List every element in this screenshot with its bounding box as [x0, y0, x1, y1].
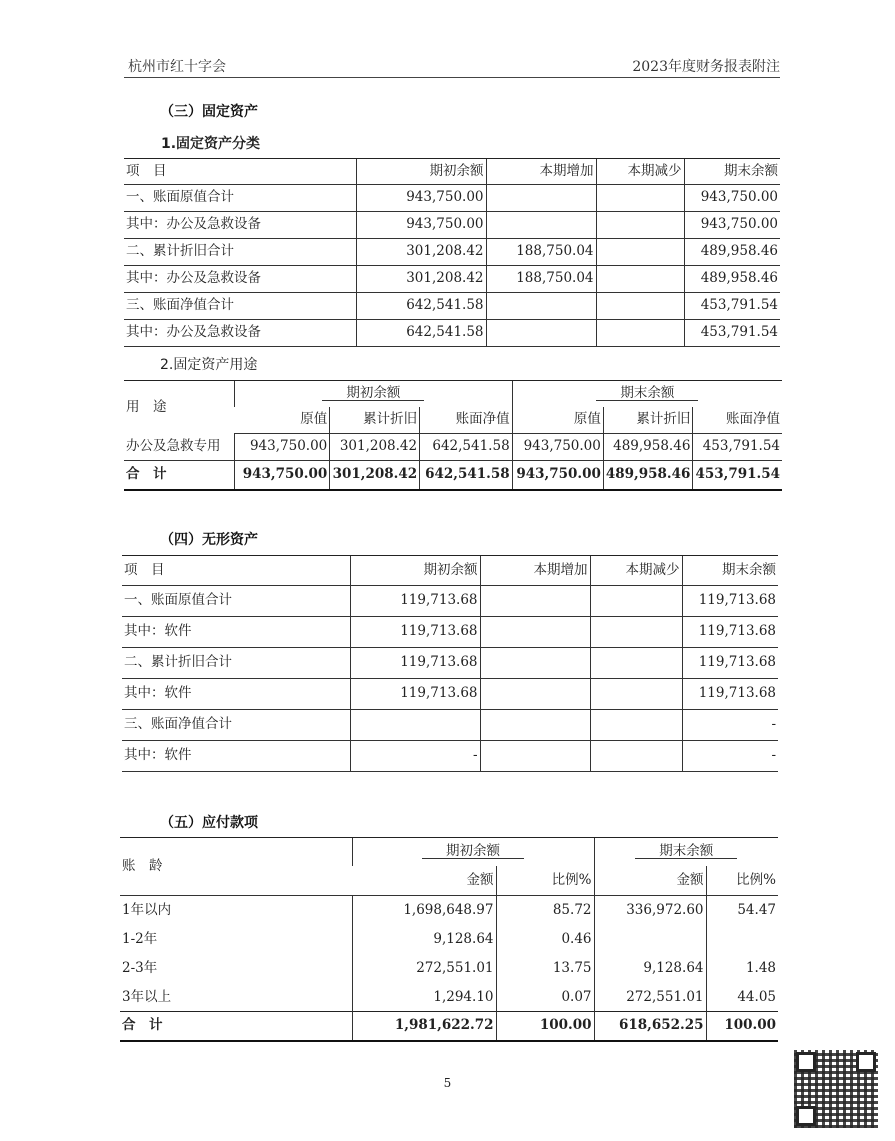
row-label: 三、账面净值合计	[122, 710, 350, 741]
table-header-row	[122, 556, 778, 586]
table-row	[124, 293, 780, 320]
decrease	[596, 185, 684, 212]
opening-balance	[350, 710, 480, 741]
header-cell: 累计折旧	[330, 407, 420, 434]
opening-balance: -	[350, 741, 480, 772]
increase	[486, 293, 596, 320]
row-label: 其中：办公及急救设备	[124, 266, 356, 293]
row-label: 一、账面原值合计	[122, 586, 350, 617]
decrease	[590, 679, 682, 710]
value-cell: 642,541.58	[420, 434, 513, 461]
header-cell: 累计折旧	[603, 407, 693, 434]
header-org: 杭州市红十字会	[128, 59, 226, 75]
row-label: 其中：软件	[122, 679, 350, 710]
table-header-row	[124, 159, 780, 185]
closing-balance: 119,713.68	[682, 679, 778, 710]
closing-balance: 453,791.54	[684, 320, 780, 347]
table-row	[120, 926, 778, 955]
total-value: 489,958.46	[603, 461, 693, 490]
opening-balance: 642,541.58	[356, 293, 486, 320]
decrease	[596, 212, 684, 239]
amount: 272,551.01	[594, 984, 706, 1012]
header-cell: 原值	[512, 407, 603, 434]
opening-balance: 301,208.42	[356, 239, 486, 266]
opening-balance: 119,713.68	[350, 586, 480, 617]
amount: 272,551.01	[352, 955, 496, 984]
increase	[480, 586, 590, 617]
row-label: 1年以内	[120, 896, 352, 926]
subsection-classification-title: 1.固定资产分类	[161, 136, 261, 152]
increase	[480, 679, 590, 710]
decrease	[596, 266, 684, 293]
closing-balance: 489,958.46	[684, 239, 780, 266]
header-cell: 本期减少	[590, 556, 682, 586]
header-cell: 比例%	[496, 866, 594, 896]
closing-balance: 453,791.54	[684, 293, 780, 320]
opening-balance: 119,713.68	[350, 617, 480, 648]
row-label: 办公及急救专用	[126, 438, 221, 454]
row-label: 其中：软件	[122, 741, 350, 772]
row-label: 其中：软件	[122, 617, 350, 648]
header-group-closing-label: 期末余额	[596, 387, 698, 402]
increase	[486, 185, 596, 212]
amount: 1,294.10	[352, 984, 496, 1012]
subsection-usage-title: 2.固定资产用途	[160, 357, 258, 373]
header-cell: 原值	[235, 407, 330, 434]
decrease	[590, 710, 682, 741]
value-cell: 943,750.00	[235, 434, 330, 461]
opening-balance: 943,750.00	[356, 212, 486, 239]
header-cell: 比例%	[706, 866, 778, 896]
total-ratio: 100.00	[706, 1012, 778, 1041]
table-row	[122, 741, 778, 772]
section-intangible-assets-title: （四）无形资产	[160, 532, 258, 548]
closing-balance: 119,713.68	[682, 617, 778, 648]
header-cell: 期末余额	[682, 556, 778, 586]
intangible-assets-table	[122, 555, 778, 772]
row-label: 一、账面原值合计	[124, 185, 356, 212]
row-label: 其中：办公及急救设备	[124, 212, 356, 239]
decrease	[590, 741, 682, 772]
total-value: 453,791.54	[693, 461, 782, 490]
row-label: 3年以上	[122, 988, 172, 1005]
ratio: 1.48	[706, 955, 778, 984]
amount	[594, 926, 706, 955]
ratio: 0.07	[496, 984, 594, 1012]
closing-balance: -	[682, 741, 778, 772]
fixed-asset-classification-table	[124, 158, 780, 347]
total-value: 301,208.42	[330, 461, 420, 490]
table-total-row	[124, 461, 782, 490]
header-doc-title: 2023年度财务报表附注	[632, 59, 780, 75]
header-cell: 项 目	[122, 556, 350, 586]
decrease	[590, 648, 682, 679]
increase	[480, 617, 590, 648]
closing-balance: 943,750.00	[684, 212, 780, 239]
page-number: 5	[443, 1076, 452, 1090]
table-group-header-row	[124, 381, 782, 407]
header-cell: 本期增加	[480, 556, 590, 586]
row-label: 1-2年	[122, 931, 158, 948]
header-group-opening-label: 期初余额	[322, 387, 424, 402]
header-cell-aging: 账 龄	[120, 838, 352, 896]
increase: 188,750.04	[486, 266, 596, 293]
value-cell: 943,750.00	[512, 434, 603, 461]
table-row	[124, 434, 782, 461]
header-cell: 期初余额	[350, 556, 480, 586]
increase	[486, 212, 596, 239]
table-row	[124, 212, 780, 239]
table-row	[124, 239, 780, 266]
ratio: 13.75	[496, 955, 594, 984]
ratio: 85.72	[496, 896, 594, 926]
header-cell: 本期减少	[596, 159, 684, 185]
header-cell: 账面净值	[420, 407, 513, 434]
amount: 1,698,648.97	[352, 896, 496, 926]
total-label: 合 计	[124, 461, 235, 490]
table-row	[120, 896, 778, 926]
header-group-closing	[594, 838, 778, 866]
header-cell-usage: 用 途	[124, 381, 235, 434]
opening-balance: 943,750.00	[356, 185, 486, 212]
header-cell: 项 目	[124, 159, 356, 185]
section-fixed-assets-title: （三）固定资产	[160, 104, 258, 120]
header-group-closing	[512, 381, 782, 407]
table-row	[124, 266, 780, 293]
section-payables-title: （五）应付款项	[160, 815, 258, 831]
decrease	[590, 586, 682, 617]
increase	[486, 320, 596, 347]
opening-balance: 119,713.68	[350, 648, 480, 679]
amount: 9,128.64	[352, 926, 496, 955]
header-cell: 账面净值	[693, 407, 782, 434]
header-cell: 金额	[594, 866, 706, 896]
table-row	[120, 955, 778, 984]
table-row	[122, 586, 778, 617]
total-amount: 618,652.25	[594, 1012, 706, 1041]
decrease	[596, 320, 684, 347]
total-value: 943,750.00	[235, 461, 330, 490]
table-row	[124, 185, 780, 212]
header-group-opening	[352, 838, 594, 866]
total-label: 合 计	[120, 1012, 352, 1041]
increase	[480, 648, 590, 679]
amount: 9,128.64	[594, 955, 706, 984]
row-label: 其中：办公及急救设备	[124, 320, 356, 347]
amount: 336,972.60	[594, 896, 706, 926]
table-group-header-row	[120, 838, 778, 866]
header-cell: 期末余额	[684, 159, 780, 185]
ratio: 44.05	[706, 984, 778, 1012]
opening-balance: 301,208.42	[356, 266, 486, 293]
opening-balance: 642,541.58	[356, 320, 486, 347]
fixed-asset-usage-table	[124, 380, 782, 491]
table-row	[120, 984, 778, 1012]
header-divider	[124, 77, 780, 78]
table-row	[122, 617, 778, 648]
closing-balance: 489,958.46	[684, 266, 780, 293]
payables-aging-table	[120, 837, 778, 1042]
ratio: 54.47	[706, 896, 778, 926]
table-row	[122, 679, 778, 710]
closing-balance: 943,750.00	[684, 185, 780, 212]
increase	[480, 710, 590, 741]
table-row	[122, 710, 778, 741]
value-cell: 453,791.54	[693, 434, 782, 461]
qr-finder-icon	[856, 1052, 876, 1072]
increase: 188,750.04	[486, 239, 596, 266]
total-amount: 1,981,622.72	[352, 1012, 496, 1041]
ratio	[706, 926, 778, 955]
row-label: 2-3年	[122, 960, 158, 977]
header-cell: 期初余额	[356, 159, 486, 185]
total-value: 943,750.00	[512, 461, 603, 490]
header-group-closing-label: 期末余额	[635, 845, 737, 860]
header-cell: 本期增加	[486, 159, 596, 185]
decrease	[596, 239, 684, 266]
total-value: 642,541.58	[420, 461, 513, 490]
ratio: 0.46	[496, 926, 594, 955]
decrease	[596, 293, 684, 320]
header-group-opening	[235, 381, 513, 407]
increase	[480, 741, 590, 772]
qr-code-icon	[794, 1050, 878, 1128]
header-cell: 金额	[352, 866, 496, 896]
opening-balance: 119,713.68	[350, 679, 480, 710]
table-total-row	[120, 1012, 778, 1041]
closing-balance: 119,713.68	[682, 648, 778, 679]
table-row	[124, 320, 780, 347]
header-group-opening-label: 期初余额	[422, 845, 524, 860]
row-label: 二、累计折旧合计	[124, 239, 356, 266]
value-cell: 489,958.46	[603, 434, 693, 461]
value-cell: 301,208.42	[330, 434, 420, 461]
closing-balance: -	[682, 710, 778, 741]
total-ratio: 100.00	[496, 1012, 594, 1041]
closing-balance: 119,713.68	[682, 586, 778, 617]
table-row	[122, 648, 778, 679]
row-label: 二、累计折旧合计	[122, 648, 350, 679]
row-label: 三、账面净值合计	[124, 293, 356, 320]
decrease	[590, 617, 682, 648]
